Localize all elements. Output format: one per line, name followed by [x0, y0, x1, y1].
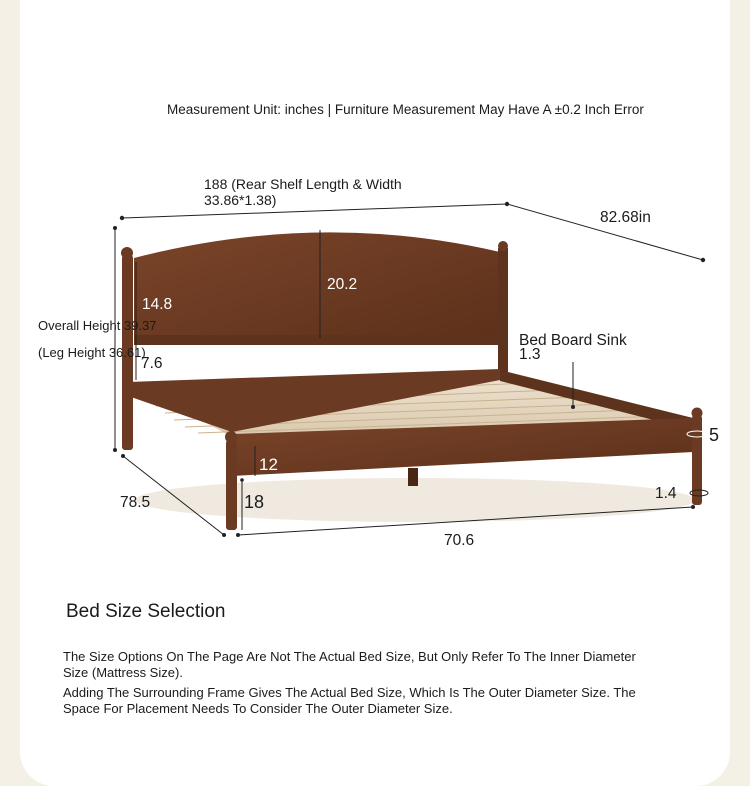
bed-board-sink-label: Bed Board Sink [519, 332, 627, 349]
rear-left-post-cap [121, 247, 133, 259]
headboard-center-height-label: 20.2 [327, 276, 358, 293]
width-label: 70.6 [444, 532, 475, 549]
rear-width-line [122, 204, 507, 218]
overall-height-label: Overall Height 39.37 [38, 318, 157, 333]
section-title: Bed Size Selection [66, 601, 226, 622]
rear-right-post [498, 248, 508, 378]
headboard-panel [134, 232, 500, 345]
headboard-lower-rail [134, 335, 500, 345]
foot-leg-height-label: 18 [244, 492, 265, 512]
center-support-leg [408, 468, 418, 486]
gap-height-label: 7.6 [141, 355, 163, 372]
front-right-post [692, 415, 702, 505]
front-left-post-cap [225, 431, 237, 443]
leg-height-label: (Leg Height 36.61) [38, 345, 146, 360]
post-top-label: 1.4 [655, 485, 677, 502]
side-rail-height-label: 12 [259, 455, 278, 474]
post-diameter-label: 5 [709, 425, 720, 445]
left-depth-label: 78.5 [120, 494, 151, 511]
front-left-post [226, 440, 237, 530]
size-note-paragraph-2: Adding The Surrounding Frame Gives The Actual Bed Size, Which Is The Outer Diameter Size. The Space For Placement Needs To Consider The Outer Diameter Size. [63, 685, 636, 716]
measurement-unit-note: Measurement Unit: inches | Furniture Measurement May Have A ±0.2 Inch Error [167, 102, 644, 117]
front-right-post-cap [692, 408, 703, 419]
rear-shelf-label-line1: 188 (Rear Shelf Length & Width [204, 176, 402, 192]
rear-shelf-label-line2: 33.86*1.38) [204, 192, 277, 208]
size-note-paragraph-1: The Size Options On The Page Are Not The Actual Bed Size, But Only Refer To The Inner Diameter Size (Mattress Size). [63, 649, 636, 680]
headboard-side-height-label: 14.8 [142, 296, 173, 313]
bed-board-sink-value: 1.3 [519, 346, 541, 363]
rear-right-post-cap [498, 241, 508, 251]
depth-label: 82.68in [600, 209, 651, 226]
